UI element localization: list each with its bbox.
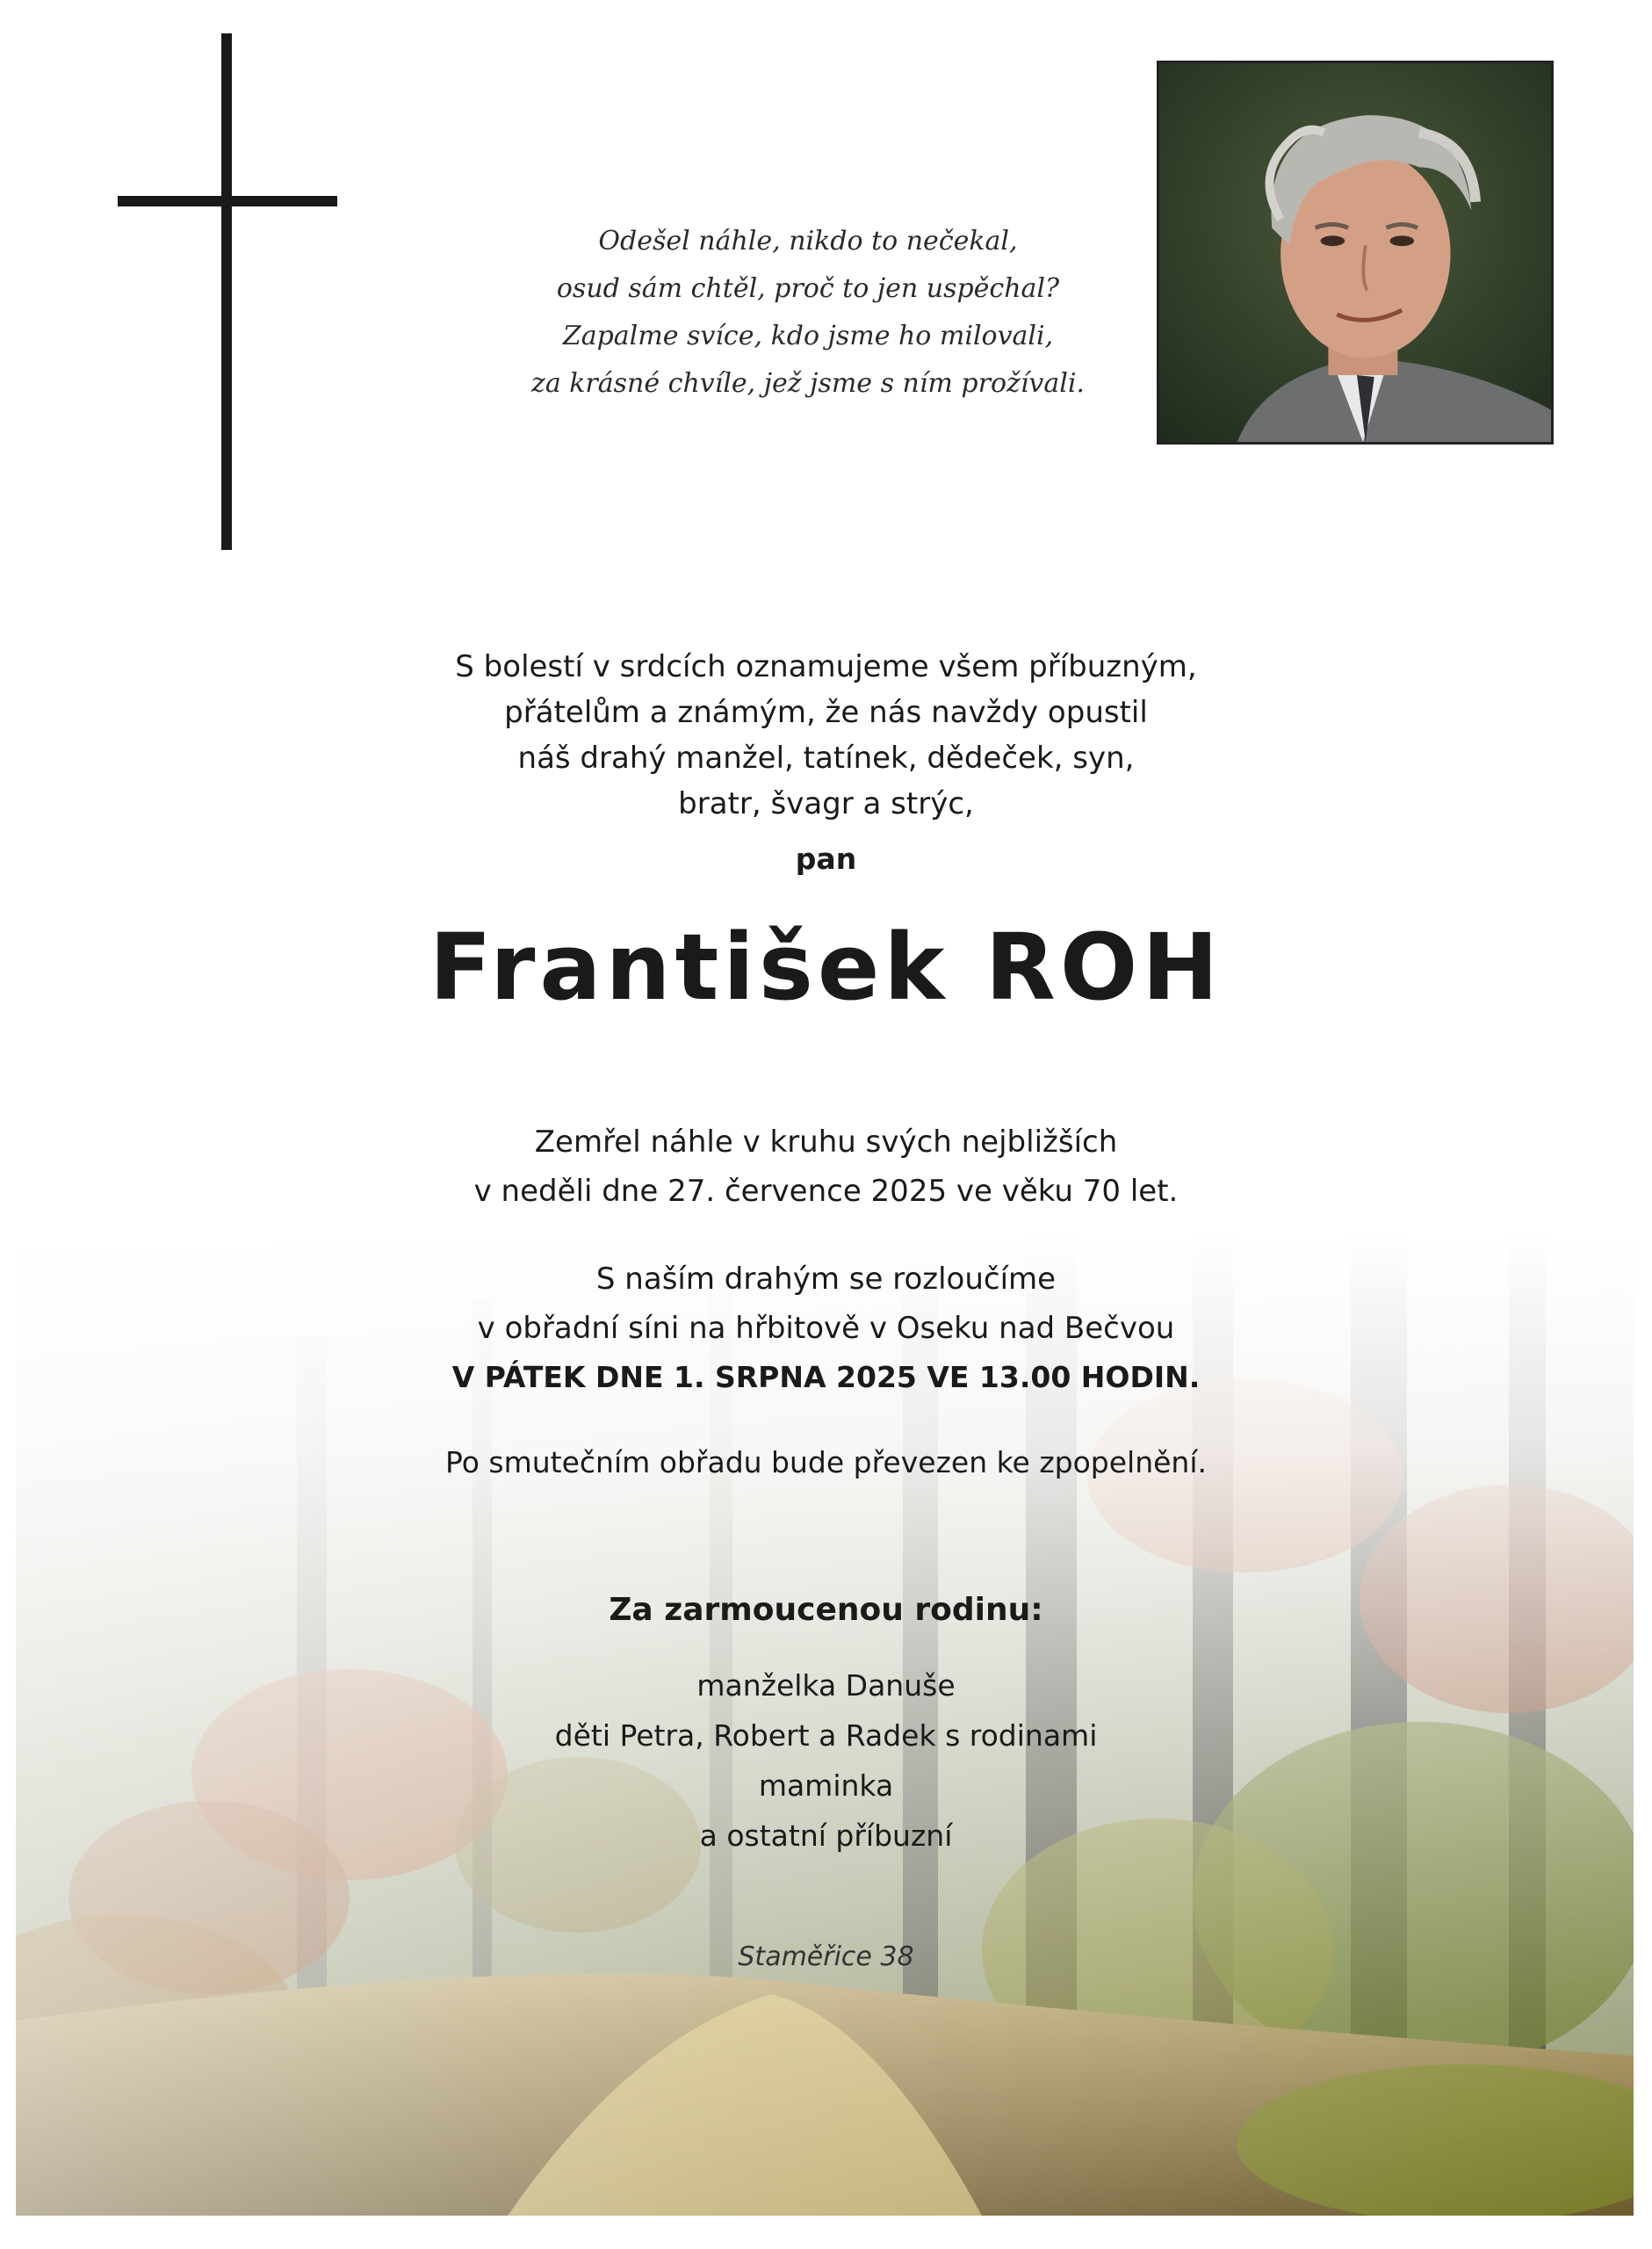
honorific: pan	[795, 842, 857, 876]
death-info-line: v neděli dne 27. července 2025 ve věku 70 let.	[473, 1174, 1179, 1209]
family-list	[0, 1660, 1652, 1861]
poem-line: za krásné chvíle, jež jsme s ním prožívali.	[531, 368, 1085, 399]
ceremony-time: V PÁTEK DNE 1. SRPNA 2025 VE 13.00 HODIN.	[451, 1360, 1201, 1394]
family-member: a ostatní příbuzní	[699, 1819, 953, 1853]
cross-icon	[221, 33, 232, 550]
cremation-note: Po smutečním obřadu bude převezen ke zpopelnění.	[445, 1445, 1207, 1479]
announcement-text	[0, 644, 1652, 827]
portrait-photo	[1157, 61, 1554, 445]
family-member: maminka	[758, 1768, 894, 1803]
announcement-line: náš drahý manžel, tatínek, dědeček, syn,	[517, 741, 1135, 776]
announcement-line: bratr, švagr a strýc,	[678, 786, 974, 821]
announcement-line: S bolestí v srdcích oznamujeme všem příbuzným,	[455, 649, 1197, 684]
announcement-line: přátelům a známým, že nás navždy opustil	[504, 695, 1148, 730]
family-member: manželka Danuše	[696, 1668, 956, 1703]
death-info	[0, 1117, 1652, 1216]
ceremony-info	[0, 1255, 1652, 1402]
family-address: Staměřice 38	[738, 1942, 914, 1972]
poem-line: Odešel náhle, nikdo to nečekal,	[598, 226, 1018, 257]
death-info-line: Zemřel náhle v kruhu svých nejbližších	[534, 1124, 1118, 1160]
deceased-name: František ROH	[429, 914, 1223, 1021]
family-heading: Za zarmoucenou rodinu:	[609, 1592, 1043, 1628]
poem-line: osud sám chtěl, proč to jen uspěchal?	[556, 273, 1060, 304]
ceremony-line: v obřadní síni na hřbitově v Oseku nad Bečvou	[477, 1311, 1175, 1346]
cross-icon-bar	[118, 196, 337, 206]
family-member: děti Petra, Robert a Radek s rodinami	[554, 1718, 1098, 1753]
ceremony-line: S naším drahým se rozloučíme	[595, 1262, 1057, 1297]
poem-line: Zapalme svíce, kdo jsme ho milovali,	[562, 321, 1054, 351]
poem	[492, 218, 1124, 408]
